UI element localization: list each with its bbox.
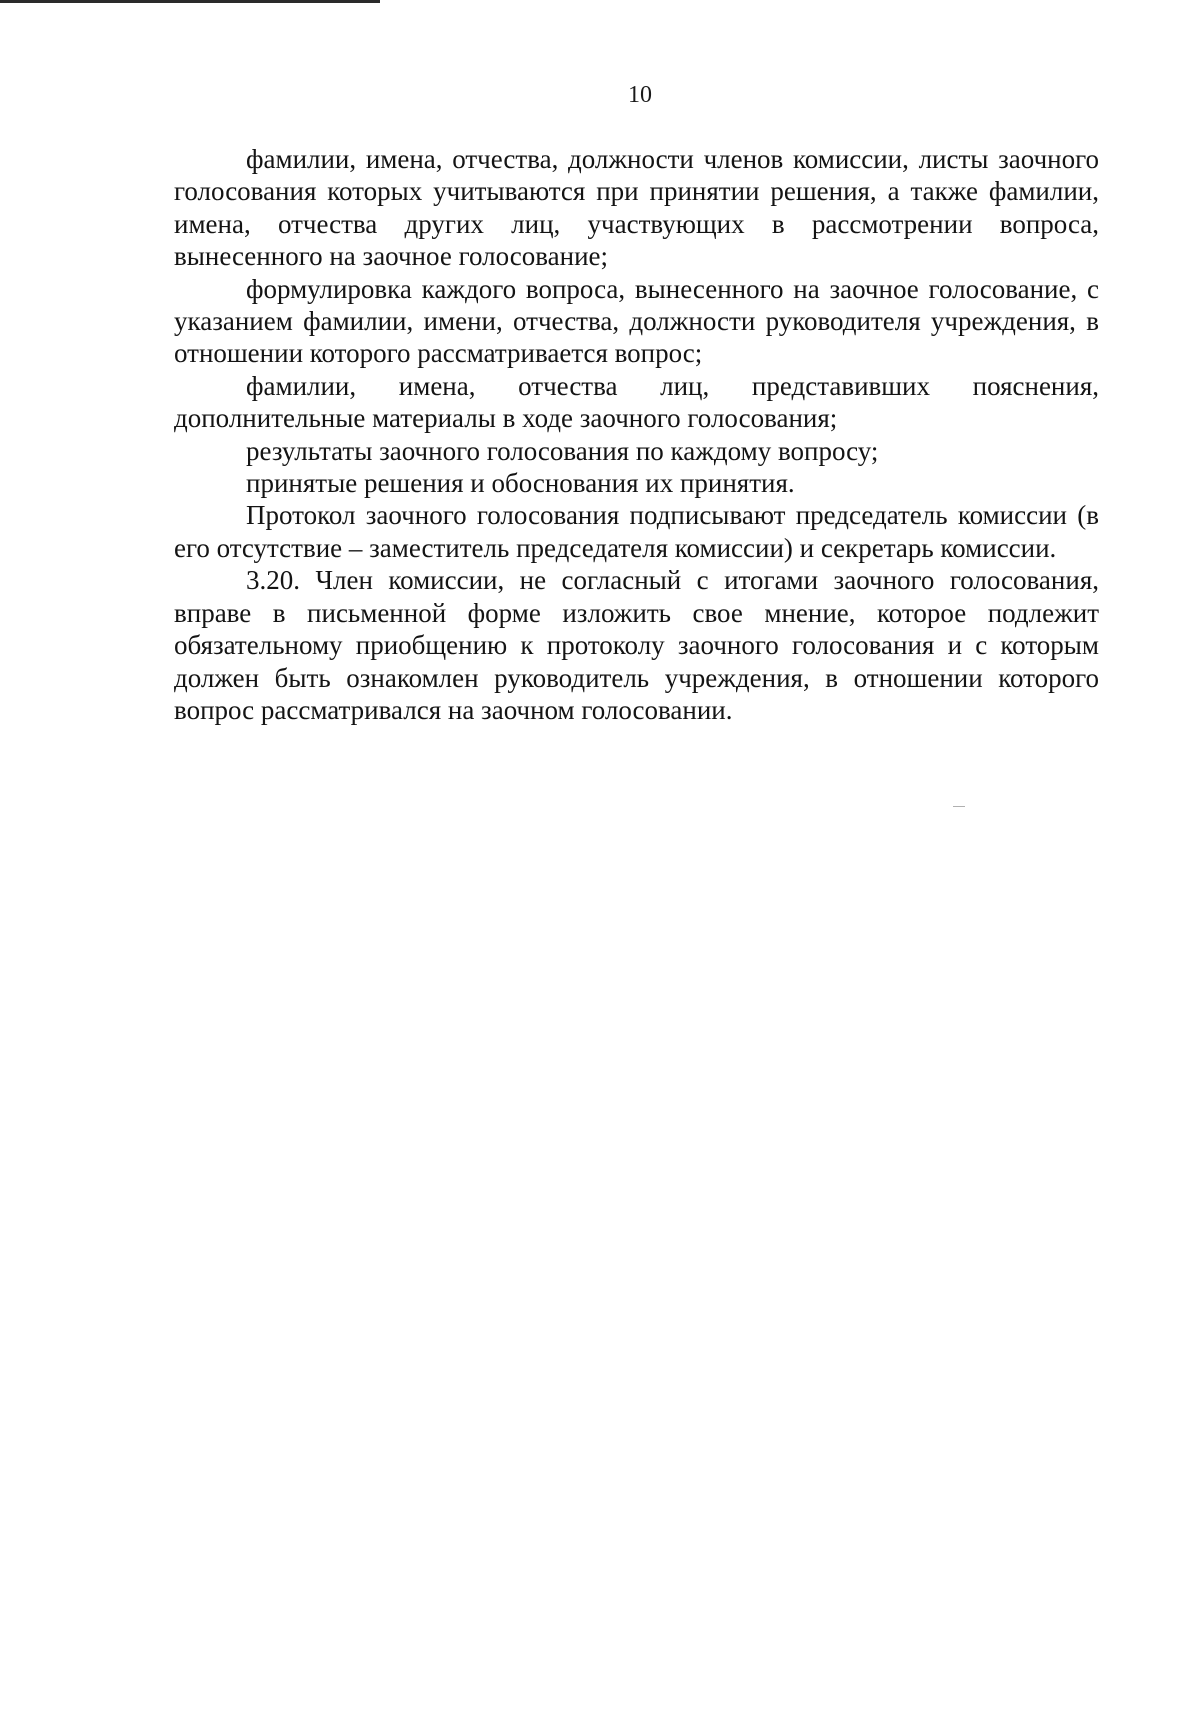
scan-edge-line [0,0,380,3]
paragraph: фамилии, имена, отчества, должности членов комиссии, листы заочного голосования которых учитываются при принятии решения, а также фамилии, имена, отчества других лиц, участвующих в рассмотрении вопроса, вынесенного на заочное голосование; [174,144,1099,272]
document-body [174,143,1099,726]
paragraph: 3.20. Член комиссии, не согласный с итогами заочного голосования, вправе в письменной форме изложить свое мнение, которое подлежит обязательному приобщению к протоколу заочного голосования и с которым должен быть ознакомлен руководитель учреждения, в отношении которого вопрос рассматривался на заочном голосовании. [174,565,1099,725]
paragraph: принятые решения и обоснования их принятия. [246,468,795,499]
scan-artifact-mark [953,806,965,807]
paragraph: формулировка каждого вопроса, вынесенного на заочное голосование, с указанием фамилии, имени, отчества, должности руководителя учреждения, в отношении которого рассматривается вопрос; [174,273,1099,369]
page-number: 10 [628,82,652,108]
paragraph: Протокол заочного голосования подписывают председатель комиссии (в его отсутствие – заместитель председателя комиссии) и секретарь комиссии. [174,500,1099,563]
paragraph: результаты заочного голосования по каждому вопросу; [246,435,879,466]
paragraph: фамилии, имена, отчества лиц, представивших пояснения, дополнительные материалы в ходе заочного голосования; [174,370,1099,434]
